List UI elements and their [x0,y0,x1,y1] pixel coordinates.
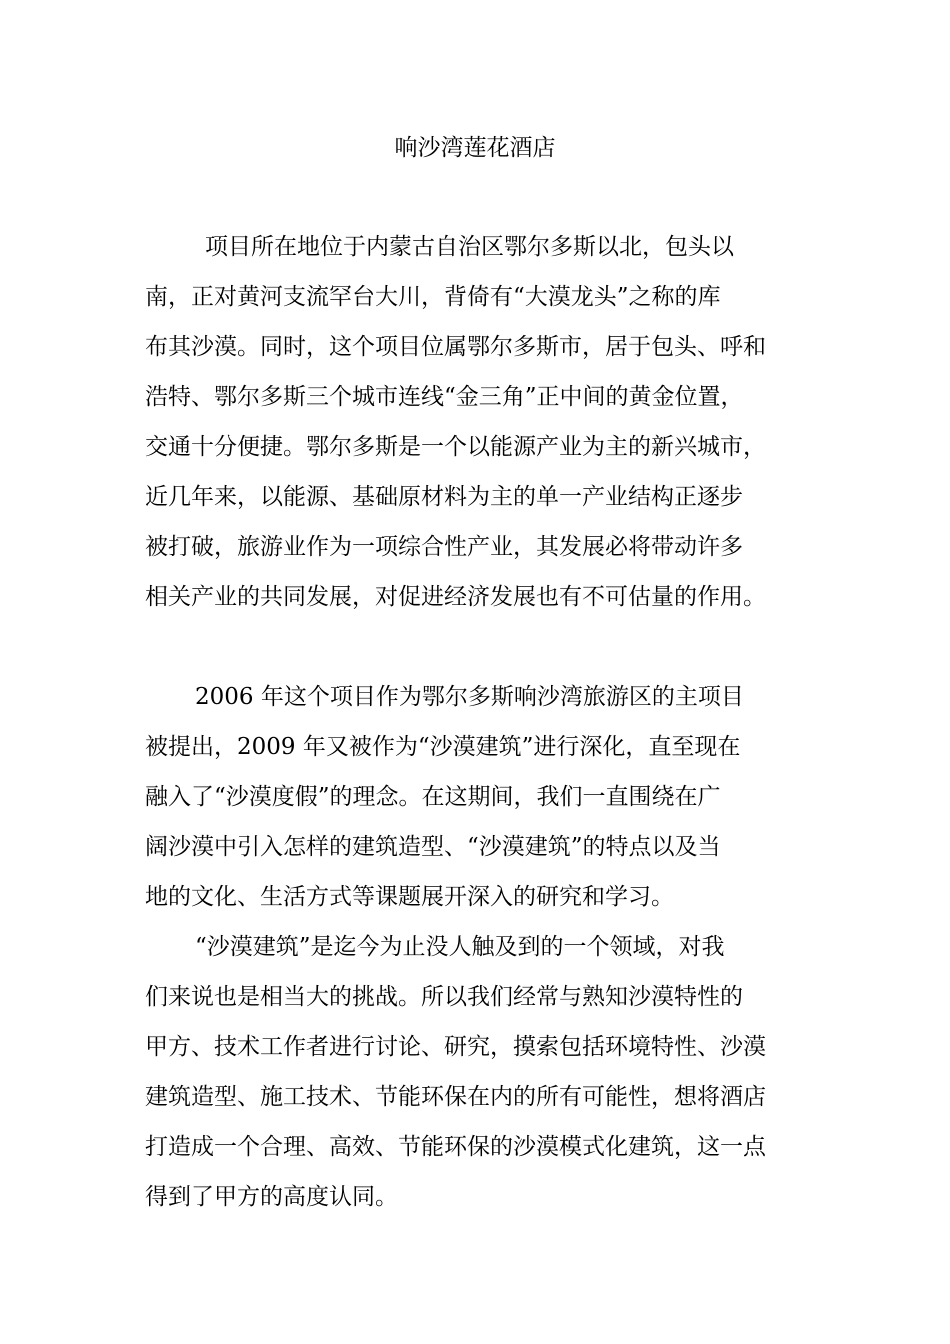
paragraph-line: 建筑造型、施工技术、节能环保在内的所有可能性，想将酒店 [145,1084,766,1110]
paragraph-line: 布其沙漠。同时，这个项目位属鄂尔多斯市，居于包头、呼和 [145,334,766,360]
paragraph-line: 交通十分便捷。鄂尔多斯是一个以能源产业为主的新兴城市， [145,434,766,460]
paragraph-line: 甲方、技术工作者进行讨论、研究，摸索包括环境特性、沙漠 [145,1034,766,1060]
paragraph-line: 阔沙漠中引入怎样的建筑造型、“沙漠建筑”的特点以及当 [145,834,721,860]
paragraph-line: 近几年来，以能源、基础原材料为主的单一产业结构正逐步 [145,484,743,510]
paragraph-line: “沙漠建筑”是迄今为止没人触及到的一个领域，对我 [195,934,725,960]
paragraph-line: 项目所在地位于内蒙古自治区鄂尔多斯以北，包头以 [205,234,734,260]
paragraph-line: 融入了“沙漠度假”的理念。在这期间，我们一直围绕在广 [145,784,721,810]
paragraph-line: 相关产业的共同发展，对促进经济发展也有不可估量的作用。 [145,584,766,610]
paragraph-line: 2006 年这个项目作为鄂尔多斯响沙湾旅游区的主项目 [195,684,744,710]
document-title: 响沙湾莲花酒店 [394,135,556,161]
paragraph-line: 打造成一个合理、高效、节能环保的沙漠模式化建筑，这一点 [145,1134,766,1160]
paragraph-line: 被提出，2009 年又被作为“沙漠建筑”进行深化，直至现在 [145,734,741,760]
paragraph-line: 们来说也是相当大的挑战。所以我们经常与熟知沙漠特性的 [145,984,743,1010]
paragraph-line: 地的文化、生活方式等课题展开深入的研究和学习。 [145,884,674,910]
paragraph-line: 得到了甲方的高度认同。 [145,1184,398,1210]
paragraph-line: 浩特、鄂尔多斯三个城市连线“金三角”正中间的黄金位置， [145,384,744,410]
paragraph-line: 南，正对黄河支流罕台大川，背倚有“大漠龙头”之称的库 [145,284,721,310]
paragraph-line: 被打破，旅游业作为一项综合性产业，其发展必将带动许多 [145,534,743,560]
